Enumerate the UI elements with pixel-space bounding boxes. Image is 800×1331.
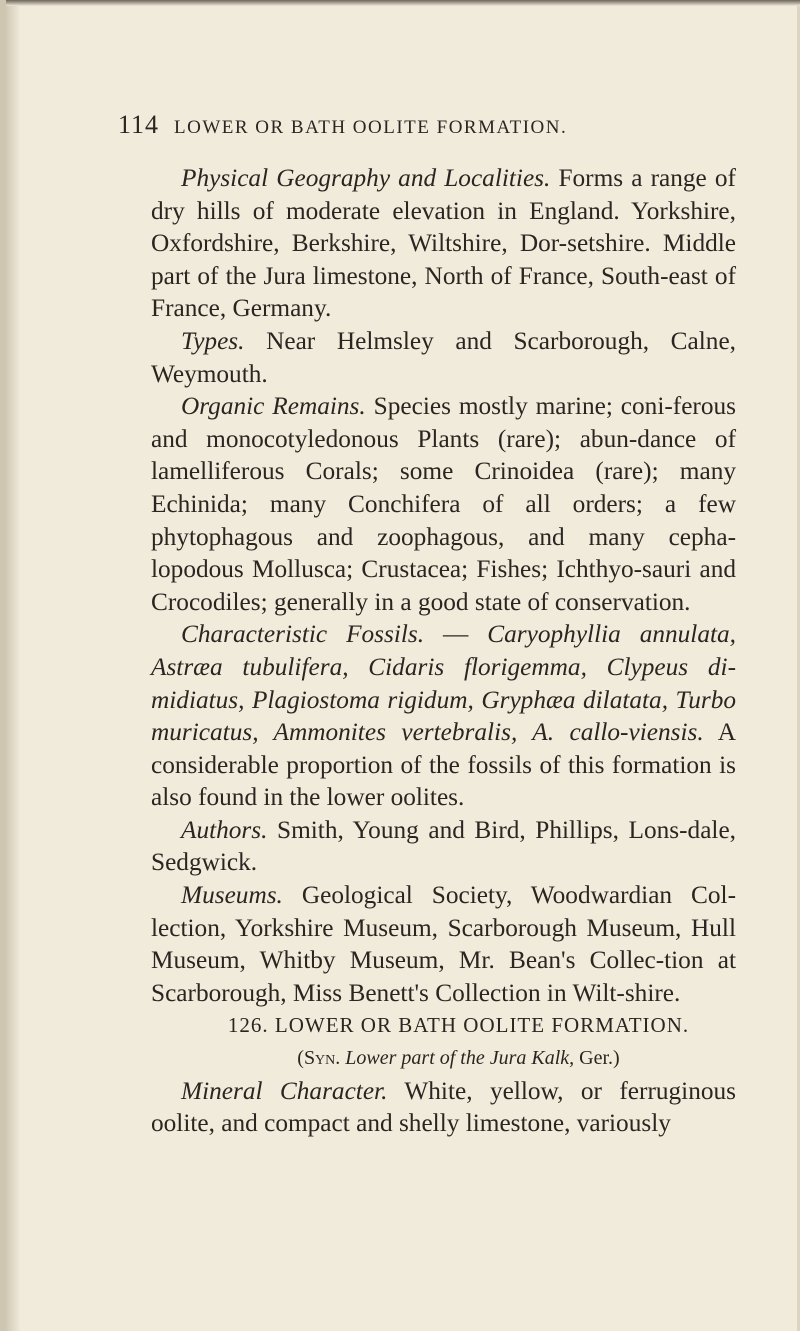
text-types: Near Helmsley and Scarborough, Calne, Weymouth. — [151, 326, 737, 388]
paragraph-types — [151, 325, 736, 390]
label-authors: Authors. — [181, 815, 268, 844]
text-museums: Geological Society, Woodwardian Col-lection, Yorkshire Museum, Scarborough Museum, Hull Museum, Whitby Museum, Mr. Bean's Collec-tion at Scarborough, Miss Benett's Collection in Wilt-shire. — [151, 881, 736, 1007]
fossil-species-list: Caryophyllia annulata, Astræa tubulifera, Cidaris florigemma, Clypeus di-midiatus, Plagiostoma rigidum, Gryphæa dilatata, Turbo muricatus, Ammonites vertebralis, A. callo-viensis. — [151, 620, 736, 747]
page-text — [151, 162, 736, 1140]
synonym-abbr: Syn. — [303, 1047, 341, 1070]
label-types: Types. — [181, 326, 245, 355]
paragraph-organic-remains — [151, 390, 736, 618]
text-geography: Forms a range of dry hills of moderate elevation in England. Yorkshire, Oxfordshire, Berkshire, Wiltshire, Dor-setshire. Middle part of the Jura limestone, North of France, South-east of France, Germany. — [151, 164, 736, 323]
text-organic-remains: Species mostly marine; coni-ferous and monocotyledonous Plants (rare); abun-dance of lamelliferous Corals; some Crinoidea (rare); many Echinida; many Conchifera of all orders; a few phytophagous and zoophagous, and many cepha-lopodous Mollusca; Crustacea; Fishes; Ichthyo-sauri and Crocodiles; generally in a good state of conservation. — [151, 392, 736, 616]
synonym-text: Lower part of the Jura Kalk, — [345, 1047, 575, 1070]
paragraph-museums — [151, 879, 736, 1009]
label-mineral-character: Mineral Character. — [181, 1076, 388, 1105]
fossils-dash: — — [424, 620, 488, 649]
text-authors: Smith, Young and Bird, Phillips, Lons-dale, Sedgwick. — [151, 815, 737, 877]
label-organic-remains: Organic Remains. — [181, 392, 366, 421]
paragraph-characteristic-fossils — [151, 618, 736, 814]
section-heading — [151, 1009, 736, 1042]
running-head — [118, 110, 738, 144]
label-characteristic-fossils: Characteristic Fossils. — [181, 620, 425, 649]
paragraph-authors — [151, 814, 736, 879]
synonym-language: Ger.) — [579, 1047, 620, 1070]
label-museums: Museums. — [181, 881, 283, 910]
text-mineral-character: White, yellow, or ferruginous oolite, and compact and shelly limestone, variously — [151, 1076, 737, 1138]
paragraph-geography — [151, 162, 736, 325]
label-geography: Physical Geography and Localities. — [181, 164, 551, 192]
synonym-open-paren: ( — [297, 1047, 304, 1070]
text-characteristic-fossils: A considerable proportion of the fossils of this formation is also found in the lower oolites. — [151, 718, 736, 812]
running-head-title: LOWER OR BATH OOLITE FORMATION. — [174, 117, 568, 138]
section-number: 126. — [227, 1013, 269, 1038]
page-top-edge — [6, 0, 800, 6]
paragraph-mineral-character — [151, 1075, 736, 1140]
section-title: LOWER OR BATH OOLITE FORMATION. — [274, 1013, 690, 1038]
page-number: 114 — [118, 110, 160, 139]
synonym-line — [151, 1042, 736, 1075]
page-gutter-shadow — [6, 0, 20, 1331]
